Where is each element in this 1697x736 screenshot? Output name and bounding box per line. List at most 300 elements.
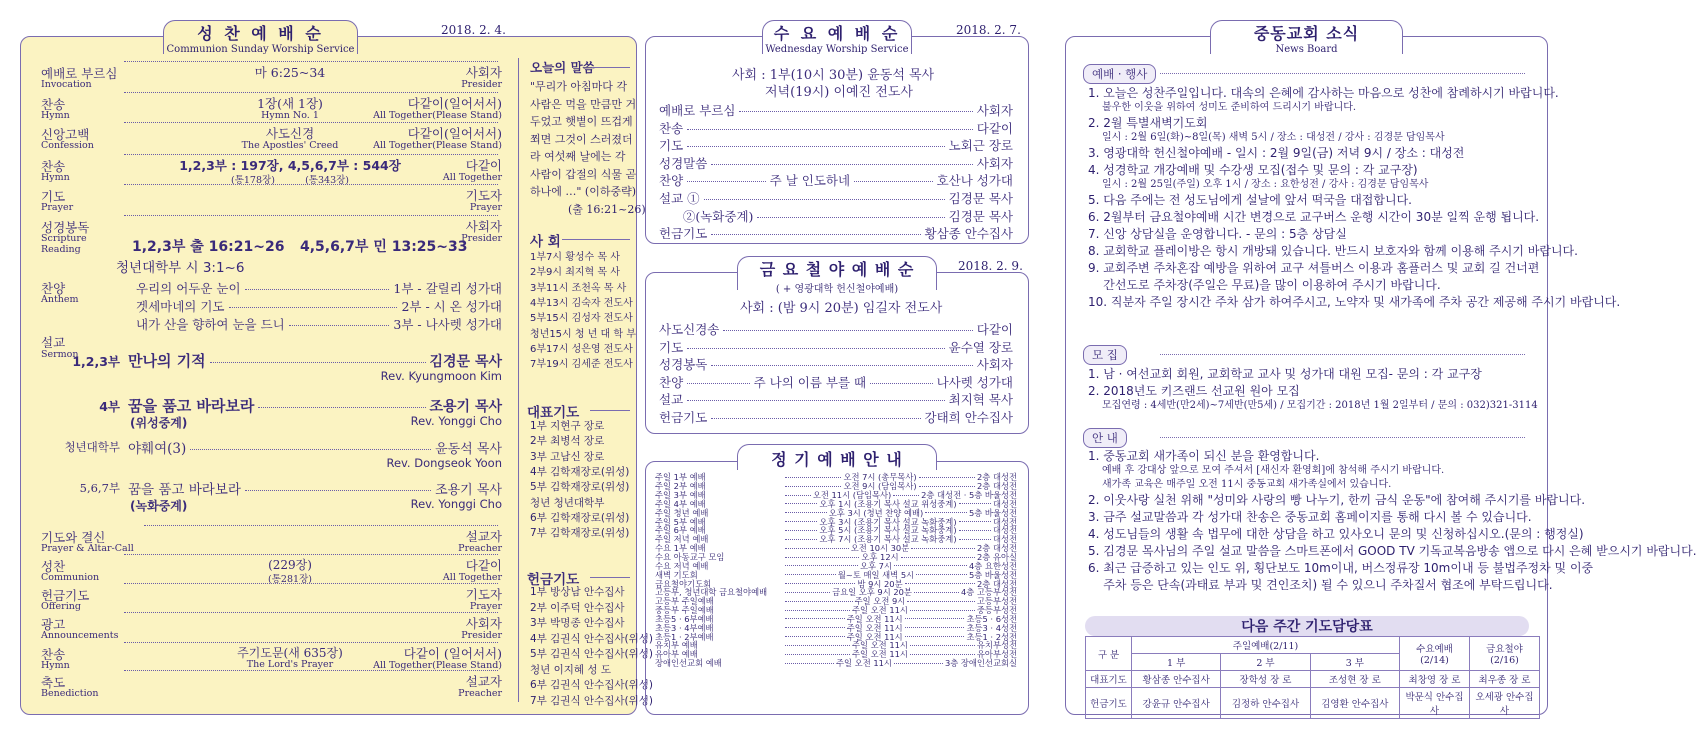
leader-dots bbox=[687, 129, 973, 130]
duty-h-p1: 1 부 bbox=[1132, 654, 1221, 671]
service-row bbox=[659, 224, 1013, 242]
order-role-en: All Together bbox=[442, 172, 502, 183]
side-line: 청년15시 청 년 대 학 부 bbox=[530, 328, 636, 340]
anthem-row bbox=[136, 315, 502, 333]
order-label: 성경봉독 bbox=[41, 220, 90, 235]
service-role: 윤수열 장로 bbox=[948, 339, 1013, 355]
schedule-place: 4층 고등부성전 bbox=[960, 587, 1017, 598]
anthem-label-en: Anthem bbox=[41, 294, 79, 305]
fri-subtitle: ( + 영광대학 헌신철야예배) bbox=[775, 284, 899, 295]
side-line: 사람은 먹을 만큼만 거 bbox=[530, 97, 637, 111]
sermon-sub: (위성중계) bbox=[130, 416, 188, 430]
sermon-part: 4부 bbox=[99, 399, 120, 414]
schedule-name: 중등부 주일예배 bbox=[655, 605, 714, 616]
side-line: 7부 김학재장로(위성) bbox=[530, 527, 630, 540]
order-mid-en: (통178장) (통343장) bbox=[231, 175, 349, 186]
service-role: 황삼종 안수집사 bbox=[924, 226, 1013, 242]
sermon-preacher-en: Rev. Yonggi Cho bbox=[410, 414, 502, 428]
order-row bbox=[120, 586, 502, 587]
anthem-choir: 3부 - 나사렛 성가대 bbox=[393, 317, 502, 332]
order-label-en: Hymn bbox=[41, 660, 70, 671]
order-role: 설교자 bbox=[463, 672, 502, 690]
duty-h-gubun: 구 분 bbox=[1086, 637, 1132, 671]
sermon-part: 1,2,3부 bbox=[72, 354, 120, 369]
schedule-place: 4층 요한성전 bbox=[969, 560, 1017, 571]
leader-dots bbox=[916, 574, 967, 575]
duty-cell: 장학성 장 로 bbox=[1221, 671, 1310, 688]
leader-dots bbox=[124, 554, 498, 555]
leader-dots bbox=[785, 530, 817, 531]
order-row bbox=[120, 615, 502, 616]
order-mid: 마 6:25~34 bbox=[175, 63, 405, 81]
order-role: 다같이 bbox=[463, 556, 502, 574]
schedule-time: 주일 오전 11시 bbox=[846, 613, 903, 624]
leader-dots bbox=[704, 199, 945, 200]
leader-dots bbox=[757, 217, 944, 218]
sermon-preacher-en: Rev. Kyungmoon Kim bbox=[380, 369, 502, 383]
anthem-row bbox=[136, 279, 502, 297]
side-line: 라 여섯째 날에는 각 bbox=[530, 150, 626, 163]
order-role: 사회자 bbox=[463, 217, 502, 235]
schedule-name: 고등부, 청년대학 금요철야예배 bbox=[655, 587, 768, 598]
leader-dots bbox=[905, 627, 965, 628]
leader-dots bbox=[124, 122, 498, 123]
leader-dots bbox=[785, 645, 850, 646]
schedule-name: 수요 저녁 예배 bbox=[655, 560, 709, 571]
anthem-choir: 2부 - 시 온 성가대 bbox=[401, 299, 502, 314]
side-line: 5부15시 김성자 전도사 bbox=[530, 313, 633, 325]
service-row bbox=[659, 408, 1013, 426]
side-line: 1부 방상남 안수집사 bbox=[530, 586, 625, 598]
leader-dots bbox=[907, 601, 975, 602]
news-main: 2. 이웃사랑 실천 위해 "성미와 사랑의 빵 나누기, 한끼 금식 운동"에 참여해 주시기를 바랍니다. bbox=[1088, 493, 1586, 507]
schedule-place: 중등부성전 bbox=[976, 605, 1017, 616]
anthem-choir: 1부 - 갈릴리 성가대 bbox=[393, 281, 502, 296]
sermon-preacher-en: Rev. Dongseok Yoon bbox=[386, 456, 502, 470]
sermon-part: 청년대학부 bbox=[64, 440, 120, 454]
sunday-title-tab bbox=[163, 20, 358, 54]
leader-dots bbox=[894, 565, 967, 566]
schedule-time: 오후 7시 (조용기 목사 설교 녹화중계) bbox=[819, 534, 957, 545]
side-line: 3부 고남신 장로 bbox=[530, 450, 605, 463]
schedule-time: 주일 오전 9시 bbox=[854, 596, 906, 607]
service-item: 찬양 bbox=[659, 173, 684, 189]
schedule-place: 2층 대성전 bbox=[977, 543, 1017, 554]
regular-title: 정 기 예 배 안 내 bbox=[771, 450, 903, 469]
off-rule bbox=[590, 577, 630, 578]
schedule-place: 초등1 · 2성전 bbox=[966, 631, 1018, 642]
order-label-en: Invocation bbox=[41, 79, 92, 90]
service-item: 성경봉독 bbox=[659, 357, 708, 373]
leader-dots bbox=[124, 612, 498, 613]
order-role: 사회자 bbox=[463, 63, 502, 81]
side-line: 4부 김권식 안수집사(위성) bbox=[530, 632, 653, 645]
leader-dots bbox=[711, 365, 972, 366]
schedule-time: 오전 10시 30분 bbox=[850, 543, 910, 554]
wed-host-2: 저녁(19시) 이예진 전도사 bbox=[765, 85, 913, 100]
leader-dots bbox=[901, 557, 975, 558]
leader-dots bbox=[785, 539, 817, 540]
news-item bbox=[1088, 277, 1543, 293]
order-label-en: Confession bbox=[41, 140, 94, 151]
side-line: 7부19시 김세준 전도사 bbox=[530, 359, 633, 371]
news-main: 5. 김경문 목사님의 주일 설교 말씀을 스마트폰에서 GOOD TV 기독교복음방송 앱으로 다시 은혜 받으시기 바랍니다. bbox=[1088, 544, 1697, 558]
anthem-song: 우리의 어두운 눈이 bbox=[136, 281, 241, 296]
news-main: 6. 최근 급증하고 있는 인도 위, 횡단보도 10m이내, 버스정류장 10m이내 등 불법주정차 및 이중 bbox=[1088, 561, 1594, 575]
order-role-en: Preacher bbox=[458, 543, 502, 554]
order-role-en: All Together bbox=[442, 572, 502, 583]
leader-dots bbox=[210, 362, 426, 363]
service-role: 나사렛 성가대 bbox=[936, 374, 1013, 390]
leader-dots bbox=[687, 181, 766, 182]
wed-host-1: 사회 : 1부(10시 30분) 윤동석 목사 bbox=[732, 68, 935, 83]
order-row bbox=[140, 528, 502, 529]
regular-title-tab bbox=[737, 444, 937, 470]
order-label: 찬송 bbox=[41, 159, 66, 174]
duty-cell: 오세광 안수집사 bbox=[1470, 688, 1540, 719]
order-role-en: All Together(Please Stand) bbox=[373, 140, 502, 151]
leader-dots bbox=[910, 654, 975, 655]
schedule-time: 월~토 매일 새벽 5시 bbox=[837, 569, 915, 580]
service-mid: 주 나의 이름 부를 때 bbox=[753, 374, 867, 390]
leader-dots bbox=[914, 592, 959, 593]
leader-dots bbox=[919, 477, 975, 478]
schedule-name: 유치부 예배 bbox=[655, 640, 698, 651]
news-main: 10. 직분자 주일 장시간 주차 삼가 하여주시고, 노약자 및 새가족에 주차 공간 제공해 주시기 바랍니다. bbox=[1088, 295, 1621, 309]
leader-dots bbox=[785, 601, 853, 602]
news-main: 1. 오늘은 성찬주일입니다. 대속의 은혜에 감사하는 마음으로 성찬에 참례하시기 바랍니다. bbox=[1088, 86, 1559, 100]
schedule-place: 고등부성전 bbox=[976, 596, 1017, 607]
schedule-place: 유치부성전 bbox=[976, 640, 1017, 651]
duty-title-text: 다음 주간 기도담당표 bbox=[1241, 619, 1373, 635]
duty-row-rep bbox=[1086, 671, 1540, 688]
service-row bbox=[659, 119, 1013, 137]
sermon-label: 설교 bbox=[41, 335, 66, 350]
leader-dots bbox=[785, 654, 850, 655]
service-role: 다같이 bbox=[976, 120, 1013, 136]
order-label-en: Communion bbox=[41, 572, 100, 583]
order-role: 다같이 (일어서서) bbox=[401, 644, 502, 662]
news-sub: 일시 : 2월 6일(화)~8일(목) 새벽 5시 / 장소 : 대성전 / 강사 : 김경문 담임목사 bbox=[1102, 132, 1445, 143]
leader-dots bbox=[124, 61, 498, 62]
leader-dots bbox=[124, 670, 498, 671]
order-mid: 1,2,3부 : 197장, 4,5,6,7부 : 544장 bbox=[175, 156, 405, 174]
order-role-en: Presider bbox=[461, 79, 502, 90]
news-sub: 예배 후 강대상 앞으로 모여 주셔서 [새신자 환영회]에 참석해 주시기 바랍니다. bbox=[1102, 465, 1445, 476]
tag-rule-1 bbox=[1160, 73, 1525, 74]
duty-cell: 김정하 안수집사 bbox=[1221, 688, 1310, 719]
sunday-date: 2018. 2. 4. bbox=[441, 23, 506, 37]
leader-dots bbox=[785, 495, 811, 496]
order-label: 예배로 부르심 bbox=[41, 66, 118, 81]
order-role-en: Prayer bbox=[469, 202, 502, 213]
leader-dots bbox=[910, 645, 975, 646]
service-row bbox=[659, 154, 1013, 172]
order-label-en: Announcements bbox=[41, 630, 119, 641]
leader-dots bbox=[711, 164, 972, 165]
service-item: 사도신경송 bbox=[659, 322, 720, 337]
side-line: 6부 김학재장로(위성) bbox=[530, 511, 630, 524]
host-rule bbox=[562, 239, 630, 240]
leader-dots bbox=[870, 383, 932, 384]
service-item: 예배로 부르심 bbox=[659, 103, 736, 118]
news-main: 5. 다음 주에는 전 성도님에게 설날에 앞서 떡국을 대접합니다. bbox=[1088, 193, 1412, 207]
schedule-name: 금요철야기도회 bbox=[655, 578, 712, 589]
news-tag-events: 예배 · 행사 bbox=[1083, 64, 1156, 84]
order-row bbox=[120, 218, 502, 219]
service-item: 헌금기도 bbox=[659, 410, 708, 425]
news-sub: 새가족 교육은 매주일 오전 11시 중동교회 새가족실에서 있습니다. bbox=[1102, 479, 1392, 490]
side-line: 사람이 갑절의 식물 곧 bbox=[530, 167, 637, 181]
side-line: 3부 박명종 안수집사 bbox=[530, 617, 625, 629]
duty-title bbox=[1085, 616, 1529, 636]
sermon-row bbox=[128, 395, 502, 416]
service-role: 강태희 안수집사 bbox=[924, 410, 1013, 425]
side-line: 2부9시 최지혁 목 사 bbox=[530, 267, 620, 279]
news-item bbox=[1088, 162, 1543, 191]
service-item: 찬양 bbox=[659, 374, 684, 390]
leader-dots bbox=[124, 92, 498, 93]
schedule-time: 주일 오전 11시 bbox=[836, 658, 892, 669]
leader-dots bbox=[959, 530, 991, 531]
leader-dots bbox=[919, 486, 975, 487]
order-label: 헌금기도 bbox=[41, 588, 90, 603]
order-role-en: Presider bbox=[461, 233, 502, 244]
news-sub: 불우한 이웃을 위하여 성미도 준비하여 드리시기 바랍니다. bbox=[1102, 102, 1357, 113]
leader-dots bbox=[785, 618, 845, 619]
schedule-place: 2층 대성전 bbox=[977, 472, 1017, 483]
schedule-place: 3층 장애인선교회실 bbox=[944, 658, 1017, 669]
side-line: 하나에 …" (이하중략) bbox=[530, 185, 637, 198]
side-line: 4부13시 김숙자 전도사 bbox=[530, 297, 633, 309]
leader-dots bbox=[785, 627, 845, 628]
order-label: 광고 bbox=[41, 617, 66, 632]
schedule-name: 새벽 기도회 bbox=[655, 569, 698, 580]
sermon-title: 만나의 기적 bbox=[128, 352, 206, 370]
duty-h-fri: 금요철야 (2/16) bbox=[1470, 637, 1540, 671]
leader-dots bbox=[190, 449, 431, 450]
order-role-en: All Together(Please Stand) bbox=[373, 110, 502, 121]
news-item bbox=[1088, 383, 1543, 412]
leader-dots bbox=[893, 495, 919, 496]
news-item bbox=[1088, 577, 1553, 593]
sunday-subtitle: Communion Sunday Worship Service bbox=[166, 44, 355, 55]
schedule-time: 밤 9시 20분 bbox=[857, 578, 903, 589]
side-line: 2부 이주덕 안수집사 bbox=[530, 601, 625, 614]
leader-dots bbox=[785, 583, 855, 584]
leader-dots bbox=[245, 289, 390, 290]
news-tag-recruit: 모 집 bbox=[1083, 345, 1127, 365]
news-main: 6. 2월부터 금요철야예배 시간 변경으로 교구버스 운행 시간이 30분 일찍 운행 됩니다. bbox=[1088, 210, 1540, 224]
leader-dots bbox=[723, 330, 972, 331]
order-role-en: Prayer bbox=[469, 601, 502, 612]
order-role: 다같이(일어서서) bbox=[405, 124, 502, 142]
news-item bbox=[1088, 145, 1543, 161]
leader-dots bbox=[124, 642, 498, 643]
schedule-place: 2층 대성전 · 5층 바울성전 bbox=[921, 490, 1017, 501]
leader-dots bbox=[687, 348, 944, 349]
service-row bbox=[659, 207, 1013, 225]
side-line: 1부7시 황성수 목 사 bbox=[530, 252, 620, 263]
leader-dots bbox=[910, 610, 975, 611]
news-item bbox=[1088, 492, 1586, 508]
service-role: 김경문 목사 bbox=[948, 208, 1013, 224]
leader-dots bbox=[124, 154, 498, 155]
order-label-en: Prayer bbox=[41, 202, 74, 213]
wed-title: 수 요 예 배 순 bbox=[773, 24, 901, 43]
order-label: 축도 bbox=[41, 675, 66, 690]
duty-h-p3: 3 부 bbox=[1310, 654, 1399, 671]
schedule-time: 주일 오전 11시 bbox=[852, 649, 908, 660]
duty-h-wed: 수요예배 (2/14) bbox=[1400, 637, 1470, 671]
schedule-time: 오후 3시 (청년 찬양 예배) bbox=[828, 507, 924, 518]
service-item: 설교 bbox=[659, 392, 684, 408]
schedule-time: 주일 오전 11시 bbox=[852, 640, 908, 651]
service-role: 최지혁 목사 bbox=[948, 392, 1013, 408]
scripture-1: 1,2,3부 출 16:21~26 bbox=[132, 239, 285, 255]
schedule-name: 주일 2부 예배 bbox=[655, 481, 706, 492]
schedule-name: 주일 청년 예배 bbox=[655, 507, 709, 518]
news-main: 3. 영광대학 헌신철야예배 - 일시 : 2월 9일(금) 저녁 9시 / 장소 : 대성전 bbox=[1088, 146, 1465, 160]
news-recruit-list bbox=[1088, 366, 1543, 413]
sermon-title: 꿈을 품고 바라보라 bbox=[128, 397, 255, 415]
side-line: 2부 최병석 장로 bbox=[530, 435, 605, 448]
leader-dots bbox=[785, 610, 850, 611]
sermon-sub: (녹화중계) bbox=[130, 499, 188, 513]
leader-dots bbox=[785, 486, 841, 487]
sermon-preacher: 김경문 목사 bbox=[429, 354, 502, 370]
leader-dots bbox=[854, 181, 933, 182]
duty-cell: 강윤규 안수집사 bbox=[1132, 688, 1221, 719]
schedule-place: 초등3 · 4성전 bbox=[966, 622, 1018, 633]
sunday-title: 성 찬 예 배 순 bbox=[197, 24, 324, 43]
schedule-name: 초등3 · 4부예배 bbox=[655, 622, 714, 633]
service-row bbox=[659, 390, 1013, 408]
leader-dots bbox=[785, 548, 849, 549]
side-line: 두었고 햇볕이 뜨겁게 bbox=[530, 115, 633, 128]
schedule-place: 초등5 · 6성전 bbox=[966, 613, 1018, 624]
side-line: 청년 청년대학부 bbox=[530, 496, 605, 509]
regular-schedule-list bbox=[655, 473, 1017, 668]
leader-dots bbox=[687, 383, 749, 384]
leader-dots bbox=[785, 592, 830, 593]
schedule-place: 2층 대성전 bbox=[977, 578, 1018, 589]
order-label: 찬송 bbox=[41, 97, 66, 112]
wed-subtitle: Wednesday Worship Service bbox=[765, 44, 909, 55]
side-line: 쬐면 그것이 스러졌더 bbox=[530, 132, 633, 146]
anthem-song: 내가 산을 향하여 눈을 드니 bbox=[136, 317, 285, 332]
duty-cell: 최창영 장 로 bbox=[1400, 671, 1470, 688]
news-main: 2. 2월 특별새벽기도회 bbox=[1088, 116, 1208, 130]
side-line: 4부 김학재장로(위성) bbox=[530, 465, 630, 478]
leader-dots bbox=[785, 503, 817, 504]
sermon-preacher: 조용기 목사 bbox=[429, 399, 502, 415]
order-label-en: Scripture Reading bbox=[41, 233, 87, 255]
duty-cell: 황삼종 안수집사 bbox=[1132, 671, 1221, 688]
order-label: 성찬 bbox=[41, 559, 66, 574]
news-item bbox=[1088, 85, 1559, 114]
order-role-en: Preacher bbox=[458, 688, 502, 699]
news-main: 1. 남 · 여선교회 회원, 교회학교 교사 및 성가대 대원 모집- 문의 : 각 교구장 bbox=[1088, 367, 1482, 381]
schedule-name: 유아부 예배 bbox=[655, 649, 698, 660]
schedule-place: 유아부성전 bbox=[976, 649, 1017, 660]
fri-date: 2018. 2. 9. bbox=[958, 259, 1023, 273]
tag-rule-2 bbox=[1160, 354, 1525, 355]
prayer-duty-table bbox=[1085, 636, 1540, 719]
leader-dots bbox=[959, 521, 991, 522]
service-item: 성경말씀 bbox=[659, 155, 708, 171]
service-item: 기도 bbox=[659, 339, 684, 355]
service-role: 노회근 장로 bbox=[948, 138, 1013, 154]
leader-dots bbox=[711, 418, 920, 419]
order-row bbox=[120, 673, 502, 674]
news-item bbox=[1088, 226, 1543, 242]
leader-dots bbox=[245, 490, 431, 491]
news-item bbox=[1088, 366, 1543, 382]
side-line: 6부 김권식 안수집사(위성) bbox=[530, 679, 653, 691]
order-label: 찬송 bbox=[41, 647, 66, 662]
schedule-time: 오후 7시 bbox=[860, 560, 892, 571]
schedule-name: 주일 저녁 예배 bbox=[655, 534, 709, 545]
sermon-row bbox=[128, 350, 502, 371]
duty-cell: 김영환 안수집사 bbox=[1310, 688, 1399, 719]
duty-cell: 대표기도 bbox=[1086, 671, 1132, 688]
leader-dots bbox=[785, 557, 859, 558]
service-role: 사회자 bbox=[976, 155, 1013, 171]
schedule-time: 오전 11시 (담임목사) bbox=[812, 490, 892, 501]
order-role: 기도자 bbox=[463, 585, 502, 603]
anthem-row bbox=[136, 297, 502, 315]
side-line: 1부 지현구 장로 bbox=[530, 420, 605, 432]
leader-dots bbox=[124, 184, 498, 185]
leader-dots bbox=[739, 111, 972, 112]
schedule-name: 수요 아동교구 모임 bbox=[655, 552, 725, 563]
schedule-place: 5층 바울성전 bbox=[969, 569, 1017, 580]
side-line: 3부11시 조천옥 목 사 bbox=[530, 282, 627, 294]
news-item bbox=[1088, 243, 1578, 259]
order-role: 기도자 bbox=[463, 186, 502, 204]
news-item bbox=[1088, 294, 1621, 310]
schedule-time: 주일 오전 11시 bbox=[846, 622, 903, 633]
schedule-name: 초등1 · 2부예배 bbox=[655, 631, 714, 642]
service-row bbox=[659, 338, 1013, 356]
order-role: 사회자 bbox=[463, 614, 502, 632]
sermon-label-en: Sermon bbox=[41, 349, 79, 360]
schedule-time: 주일 오전 11시 bbox=[852, 605, 908, 616]
news-title: 중동교회 소식 bbox=[1253, 24, 1360, 43]
schedule-time: 오후 12시 bbox=[861, 552, 899, 563]
scripture-3: 청년대학부 시 3:1~6 bbox=[116, 260, 245, 276]
news-events-list bbox=[1088, 85, 1621, 311]
tag-rule-3 bbox=[1160, 437, 1525, 438]
schedule-name: 주일 6부 예배 bbox=[655, 525, 706, 536]
fri-title-tab bbox=[737, 256, 937, 295]
order-role-en: Presider bbox=[461, 630, 502, 641]
word-title: 오늘의 말씀 bbox=[530, 60, 595, 75]
duty-row-offering bbox=[1086, 688, 1540, 719]
news-item bbox=[1088, 543, 1697, 559]
schedule-name: 장애인선교회 예배 bbox=[655, 658, 722, 669]
schedule-name: 초등5 · 6부예배 bbox=[655, 613, 714, 624]
leader-dots bbox=[925, 512, 967, 513]
side-line: 5부 김권식 안수집사(위성) bbox=[530, 648, 653, 660]
news-item bbox=[1088, 448, 1543, 477]
schedule-row bbox=[655, 659, 1017, 668]
leader-dots bbox=[785, 574, 836, 575]
side-divider bbox=[518, 58, 519, 702]
order-label-en: Benediction bbox=[41, 688, 99, 699]
side-line: (출 16:21~26) bbox=[568, 202, 646, 216]
